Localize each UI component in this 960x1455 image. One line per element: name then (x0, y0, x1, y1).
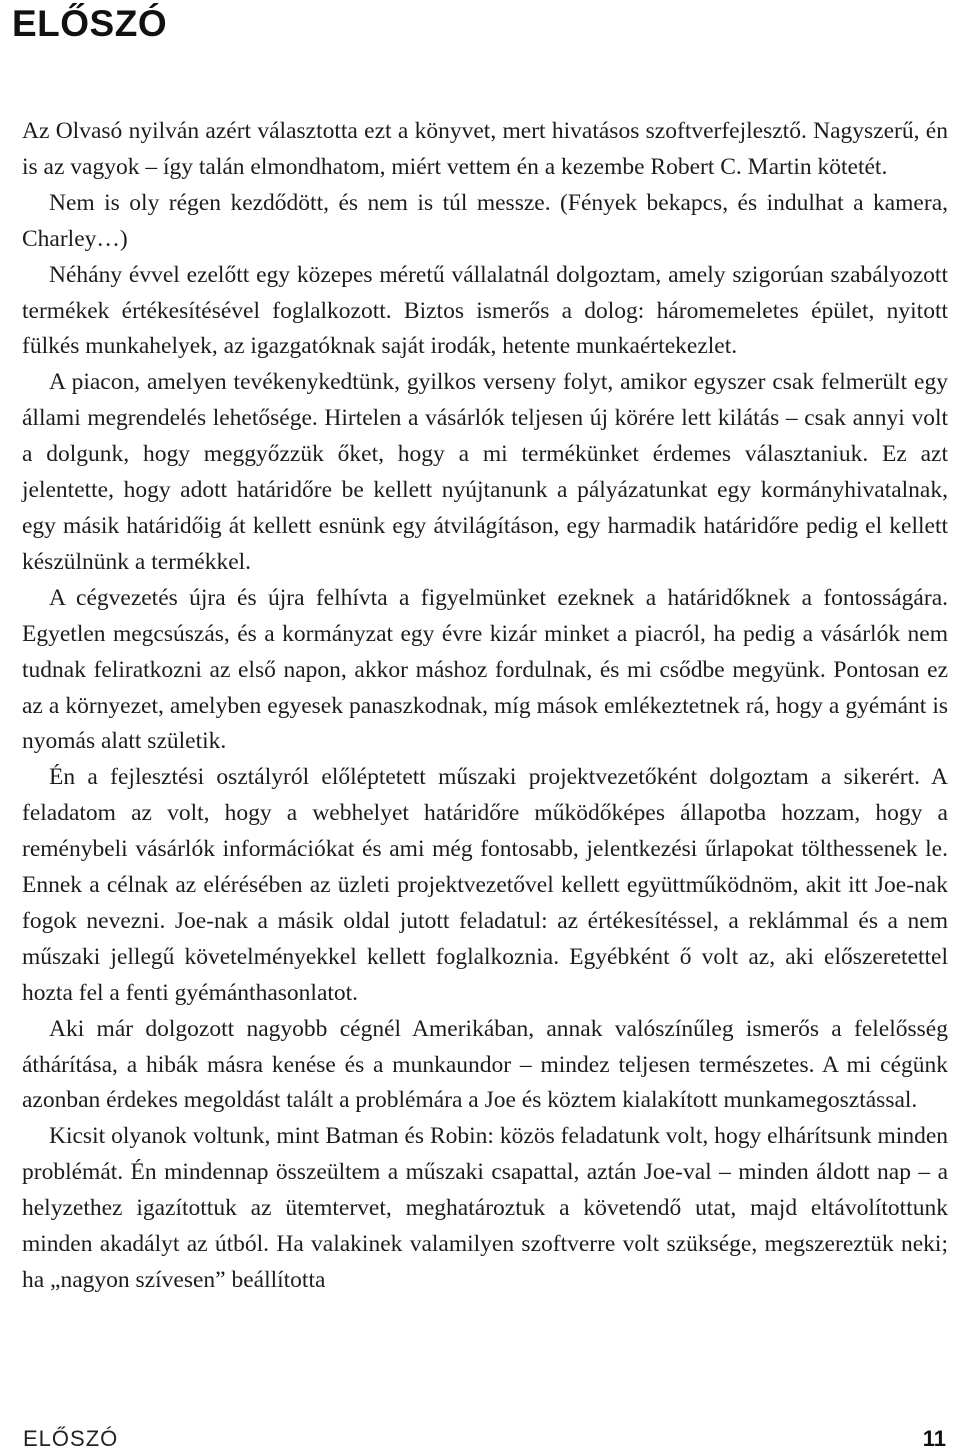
paragraph: A cégvezetés újra és újra felhívta a figyelmünket ezeknek a határidőknek a fontosságára. Egyetlen megcsúszás, és a kormányzat egy évre kizár minket a piacról, ha pedig a vásárlók nem tudnak feliratkozni az első napon, akkor máshoz fordulnak, és mi csődbe megyünk. Pontosan ez az a környezet, amelyben egyesek panaszkodnak, míg mások emlékeztetnek rá, hogy a gyémánt is nyomás alatt születik. (22, 584, 948, 755)
paragraph: Néhány évvel ezelőtt egy közepes méretű vállalatnál dolgoztam, amely szigorúan szabályozott termékek értékesítésével foglalkozott. Biztos ismerős a dolog: háromemeletes épület, nyitott fülkés munkahelyek, az igazgatóknak saját irodák, hetente munkaértekezlet. (22, 261, 948, 360)
paragraph: Kicsit olyanok voltunk, mint Batman és Robin: közös feladatunk volt, hogy elhárítsunk minden problémát. Én mindennap összeültem a műszaki csapattal, aztán Joe-val – minden áldott nap – a helyzethez igazítottuk az ütemtervet, meghatároztuk a követendő utat, majd eltávolítottunk minden akadályt az útból. Ha valakinek valamilyen szoftverre volt szüksége, megszereztük neki; ha „nagyon szívesen” beállította (22, 1123, 948, 1293)
paragraph: Én a fejlesztési osztályról előléptetett műszaki projektvezetőként dolgoztam a sikerért. A feladatom az volt, hogy a webhelyet határidőre működőképes állapotba hozzam, hogy a reménybeli vásárlók információkat és ami még fontosabb, jelentkezési űrlapokat tölthessenek le. Ennek a célnak az elérésében az üzleti projektvezetővel kellett együttműködnöm, akit itt Joe-nak fogok nevezni. Joe-nak a másik oldal jutott feladatul: az értékesítéssel, a reklámmal és a nem műszaki jellegű követelményekkel kellett foglalkoznia. Egyébként ő volt az, aki előszeretettel hozta fel a fenti gyémánthasonlatot. (22, 764, 948, 1006)
paragraph: Aki már dolgozott nagyobb cégnél Amerikában, annak valószínűleg ismerős a felelősség áthárítása, a hibák másra kenése és a munkaundor – mindez teljesen természetes. A mi cégünk azonban érdekes megoldást talált a problémára a Joe és köztem kialakított munkamegosztással. (22, 1015, 948, 1114)
paragraph: Az Olvasó nyilván azért választotta ezt a könyvet, mert hivatásos szoftverfejlesztő. Nagyszerű, én is az vagyok – így talán elmondhatom, miért vettem én a kezembe Robert C. Martin kötetét. (22, 118, 948, 180)
chapter-heading: ELŐSZÓ (12, 3, 168, 44)
running-footer-title: ELŐSZÓ (23, 1426, 119, 1451)
body-text (22, 114, 948, 1299)
paragraph: A piacon, amelyen tevékenykedtünk, gyilkos verseny folyt, amikor egyszer csak felmerült egy állami megrendelés lehetősége. Hirtelen a vásárlók teljesen új körére lett kilátás – csak annyi volt a dolgunk, hogy meggyőzzük őket, hogy a mi termékünket érdemes választaniuk. Ez azt jelentette, hogy adott határidőre be kellett nyújtanunk a pályázatunkat egy kormányhivatalnak, egy másik határidőig át kellett esnünk egy átvilágításon, egy harmadik határidőre pedig el kellett készülnünk a termékkel. (22, 369, 948, 575)
paragraph: Nem is oly régen kezdődött, és nem is túl messze. (Fények bekapcs, és indulhat a kamera, Charley…) (22, 189, 948, 252)
page-number: 11 (922, 1426, 946, 1451)
